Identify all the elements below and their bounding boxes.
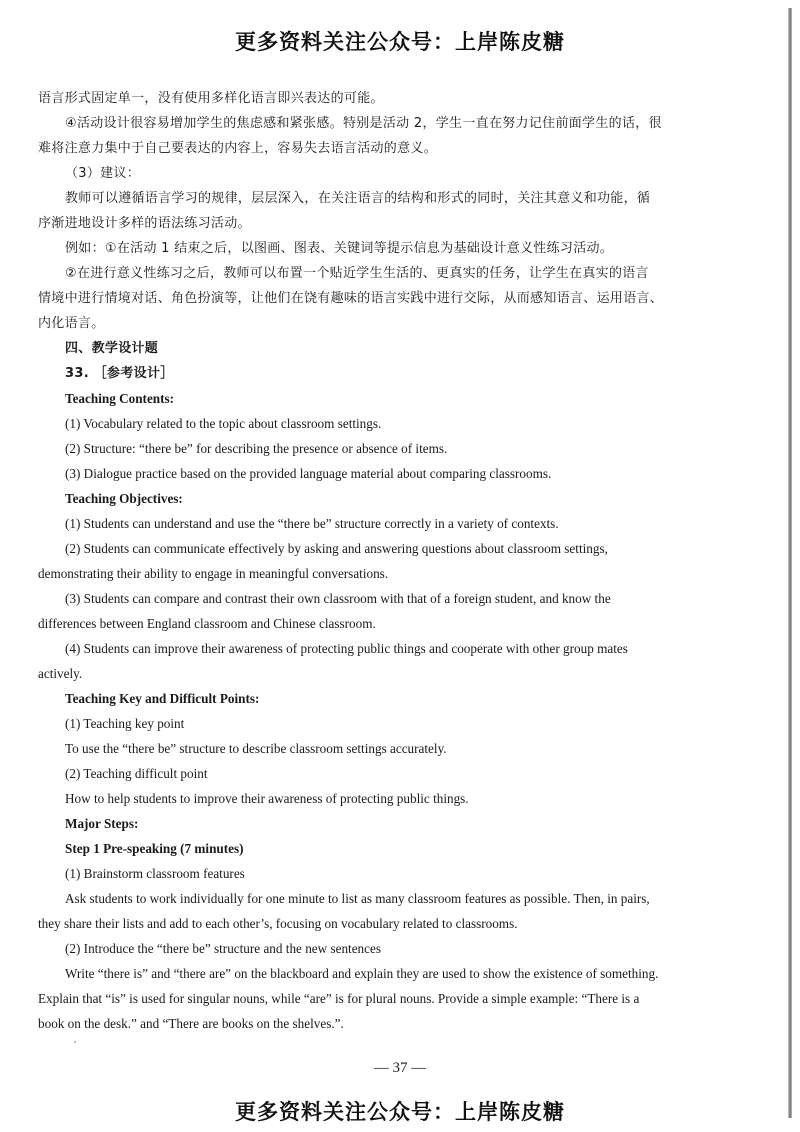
document-body xyxy=(38,86,694,1036)
text-line: 教师可以遵循语言学习的规律，层层深入，在关注语言的结构和形式的同时，关注其意义和功能，循 xyxy=(65,191,651,206)
text-line: (2) Teaching difficult point xyxy=(65,766,208,781)
text-line: differences between England classroom and Chinese classroom. xyxy=(38,616,376,631)
watermark-top: 更多资料关注公众号：上岸陈皮糖 xyxy=(235,30,565,54)
text-line: 内化语言。 xyxy=(38,316,105,331)
text-line: (1) Teaching key point xyxy=(65,716,185,731)
text-line: How to help students to improve their awareness of protecting public things. xyxy=(65,791,469,806)
text-line: Write “there is” and “there are” on the blackboard and explain they are used to show the existence of something. xyxy=(65,966,659,981)
subheading-teaching-objectives: Teaching Objectives: xyxy=(65,491,183,506)
step-heading: Step 1 Pre-speaking (7 minutes) xyxy=(65,841,244,856)
text-line: 难将注意力集中于自己要表达的内容上，容易失去语言活动的意义。 xyxy=(38,141,438,156)
watermark-bottom: 更多资料关注公众号：上岸陈皮糖 xyxy=(235,1100,565,1124)
text-line: (2) Structure: “there be” for describing the presence or absence of items. xyxy=(65,441,448,456)
subheading-teaching-contents: Teaching Contents: xyxy=(65,391,175,406)
text-line: (2) Introduce the “there be” structure and the new sentences xyxy=(65,941,381,956)
text-line: ②在进行意义性练习之后，教师可以布置一个贴近学生生活的、更真实的任务，让学生在真实的语言 xyxy=(65,266,649,281)
text-line: To use the “there be” structure to describe classroom settings accurately. xyxy=(65,741,447,756)
page-edge xyxy=(788,8,792,1118)
scan-speck xyxy=(74,1041,76,1043)
question-heading: 33. ［参考设计］ xyxy=(65,366,174,381)
text-line: they share their lists and add to each other’s, focusing on vocabulary related to classrooms. xyxy=(38,916,518,931)
text-line: (4) Students can improve their awareness of protecting public things and cooperate with other group mates xyxy=(65,641,628,656)
text-line: (2) Students can communicate effectively by asking and answering questions about classroom settings, xyxy=(65,541,608,556)
text-line: Explain that “is” is used for singular nouns, while “are” is for plural nouns. Provide a simple example: “There is a xyxy=(38,991,640,1006)
text-line: actively. xyxy=(38,666,83,681)
text-line: (1) Brainstorm classroom features xyxy=(65,866,245,881)
text-line: (1) Vocabulary related to the topic about classroom settings. xyxy=(65,416,382,431)
text-line: Ask students to work individually for one minute to list as many classroom features as possible. Then, in pairs, xyxy=(65,891,650,906)
text-line: (3) Dialogue practice based on the provided language material about comparing classrooms. xyxy=(65,466,552,481)
text-line: ④活动设计很容易增加学生的焦虑感和紧张感。特别是活动 2，学生一直在努力记住前面学生的话，很 xyxy=(65,116,662,131)
text-line: 例如：①在活动 1 结束之后，以图画、图表、关键词等提示信息为基础设计意义性练习活动。 xyxy=(65,241,614,256)
text-line: (3) Students can compare and contrast their own classroom with that of a foreign student, and know the xyxy=(65,591,611,606)
text-line: (1) Students can understand and use the “there be” structure correctly in a variety of contexts. xyxy=(65,516,559,531)
text-line: demonstrating their ability to engage in meaningful conversations. xyxy=(38,566,389,581)
text-line: 序渐进地设计多样的语法练习活动。 xyxy=(38,216,251,231)
text-line: （3）建议： xyxy=(65,166,141,181)
subheading-key-difficult-points: Teaching Key and Difficult Points: xyxy=(65,691,260,706)
text-line: 语言形式固定单一，没有使用多样化语言即兴表达的可能。 xyxy=(38,91,384,106)
text-line: book on the desk.” and “There are books on the shelves.”. xyxy=(38,1016,344,1031)
subheading-major-steps: Major Steps: xyxy=(65,816,139,831)
page-number: — 37 — xyxy=(373,1060,427,1076)
section-heading: 四、教学设计题 xyxy=(65,341,159,356)
text-line: 情境中进行情境对话、角色扮演等，让他们在饶有趣味的语言实践中进行交际，从而感知语言、运用语言、 xyxy=(38,291,664,306)
